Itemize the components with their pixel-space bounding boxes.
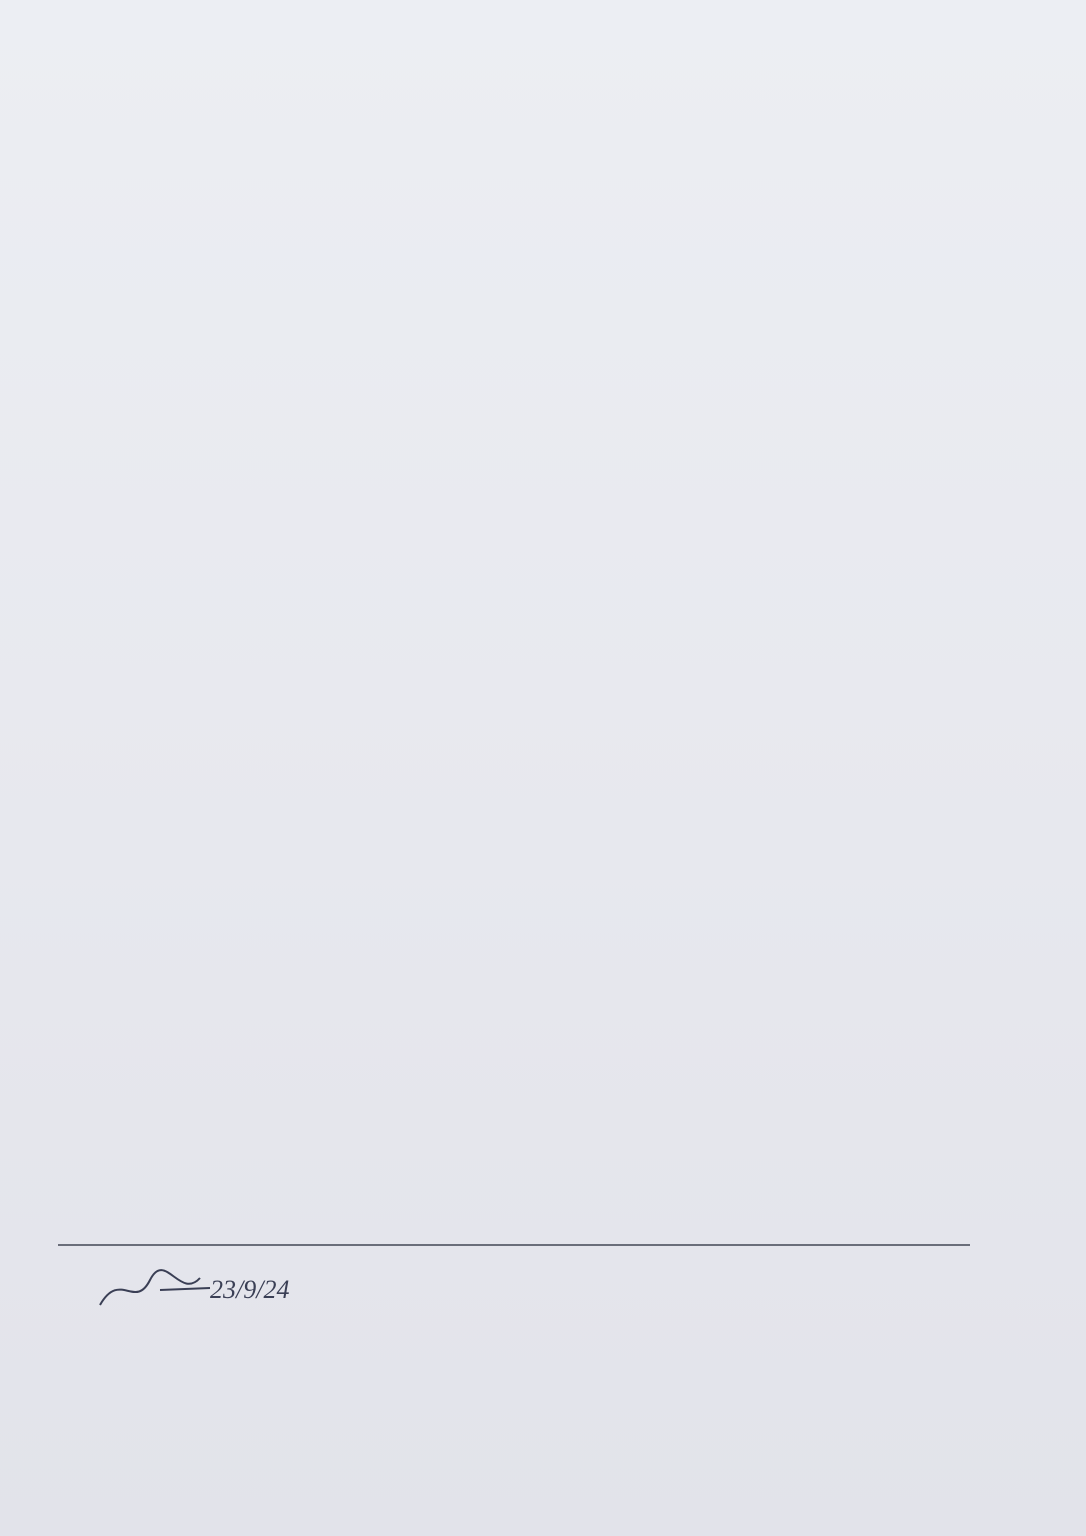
svg-text:23/9/24: 23/9/24 bbox=[210, 1275, 290, 1304]
handwritten-signature bbox=[90, 1260, 350, 1320]
footer-divider bbox=[58, 1244, 970, 1246]
